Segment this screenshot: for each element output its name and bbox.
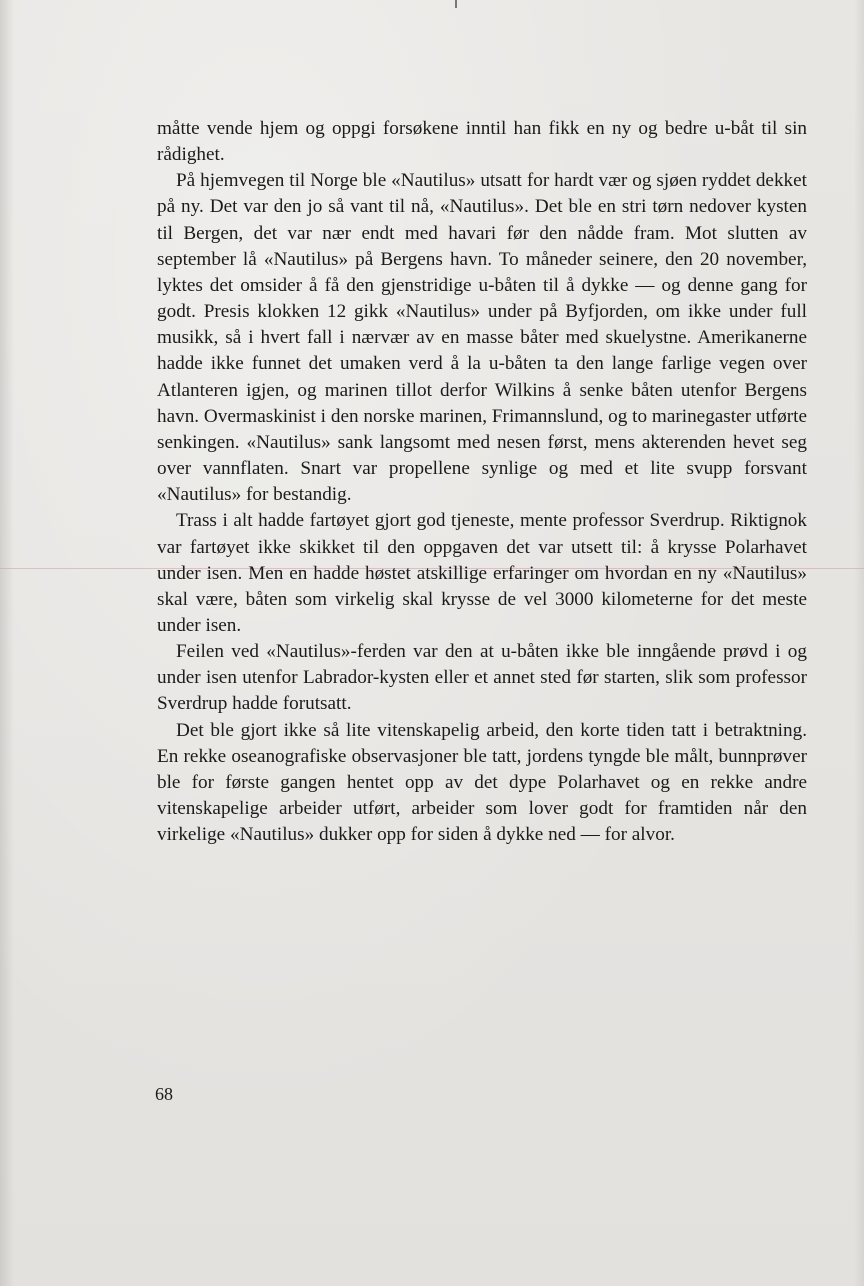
- page-edge-shadow-left: [0, 0, 14, 1286]
- page-number: 68: [155, 1084, 173, 1104]
- paragraph-expedition-flaw: Feilen ved «Nautilus»-ferden var den at u-båten ikke ble inngående prøvd i og under isen utenfor Labrador-kysten eller et annet sted før starten, slik som professor Sverdrup hadde forutsatt.: [157, 641, 807, 715]
- body-text: [157, 116, 807, 848]
- paragraph-homeward-voyage: På hjemvegen til Norge ble «Nautilus» utsatt for hardt vær og sjøen ryddet dekket på ny. Det var den jo så vant til nå, «Nautilus». Det ble en stri tørn nedover kysten til Bergen, det var nær endt med havari før den nådde fram. Mot slutten av september lå «Nautilus» på Bergens havn. To måneder seinere, den 20 november, lyktes det omsider å få den gjenstridige u-båten til å dykke — og denne gang for godt. Presis klokken 12 gikk «Nautilus» under på Byfjorden, om ikke under full musikk, så i hvert fall i nærvær av en masse båter med skuelystne. Amerikanerne hadde ikke funnet det umaken verd å la u-båten ta den lange farlige vegen over Atlanteren igjen, og marinen tillot derfor Wilkins å senke båten utenfor Bergens havn. Overmaskinist i den norske marinen, Frimannslund, og to marinegaster utførte senkingen. «Nautilus» sank langsomt med nesen først, mens akterenden hevet seg over vannflaten. Snart var propellene synlige og med et lite svupp forsvant «Nautilus» for bestandig.: [157, 170, 807, 506]
- paragraph-sverdrup-assessment: Trass i alt hadde fartøyet gjort god tjeneste, mente professor Sverdrup. Riktignok var fartøyet ikke skikket til den oppgaven det var utsett til: å krysse Polarhavet under isen. Men en hadde høstet atskillige erfaringer om hvordan en ny «Nautilus» skal være, båten som virkelig skal krysse de vel 3000 kilometerne for det meste under isen.: [157, 510, 807, 636]
- top-margin-mark: [455, 0, 457, 8]
- paragraph-continuation: måtte vende hjem og oppgi forsøkene inntil han fikk en ny og bedre u-båt til sin rådighet.: [157, 118, 807, 166]
- page-edge-shadow-right: [854, 0, 864, 1286]
- paragraph-scientific-work: Det ble gjort ikke så lite vitenskapelig arbeid, den korte tiden tatt i betraktning. En rekke oseanografiske observasjoner ble tatt, jordens tyngde ble målt, bunnprøver ble for første gangen hentet opp av det dype Polarhavet og en rekke andre vitenskapelige arbeider utført, arbeider som lover godt for framtiden når den virkelige «Nautilus» dukker opp for siden å dykke ned — for alvor.: [157, 719, 807, 846]
